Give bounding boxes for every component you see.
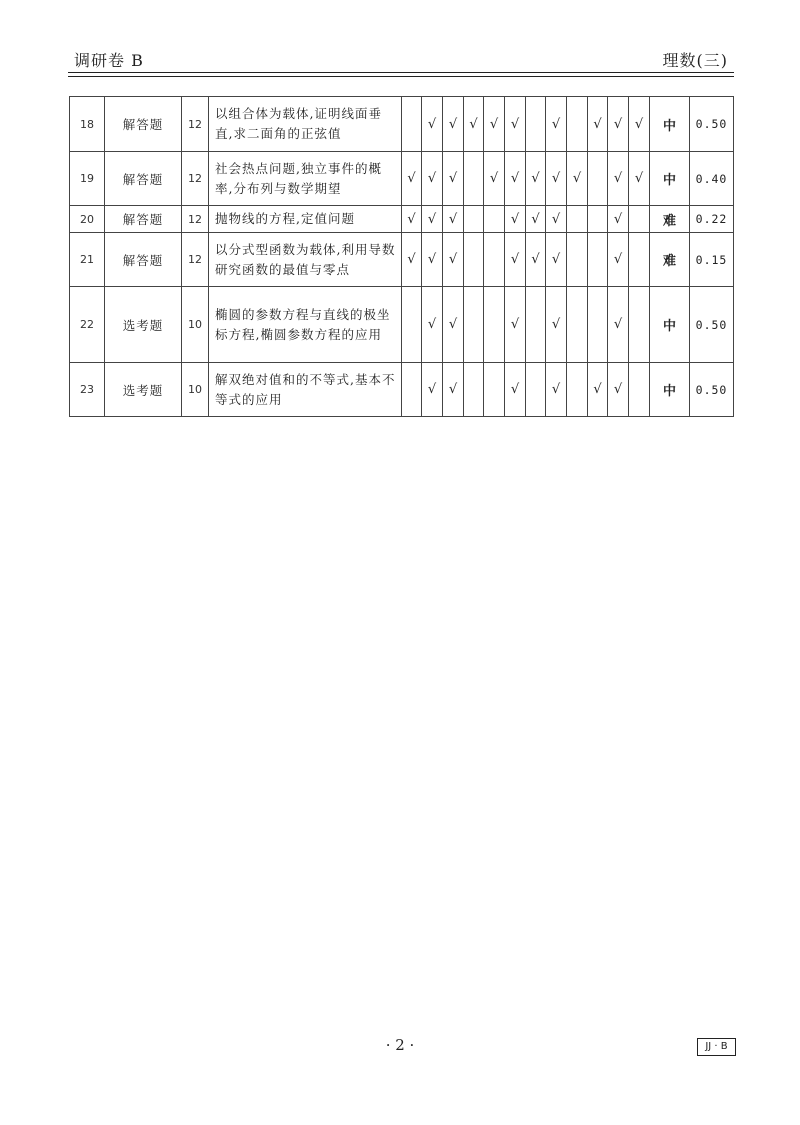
check-mark: √ [505, 206, 526, 233]
question-content: 解双绝对值和的不等式,基本不等式的应用 [209, 363, 402, 417]
question-type: 解答题 [105, 233, 182, 287]
check-mark [629, 363, 650, 417]
score-rate: 0.50 [690, 287, 734, 363]
score-rate: 0.40 [690, 152, 734, 206]
check-mark [588, 287, 608, 363]
check-mark: √ [422, 233, 443, 287]
check-mark: √ [505, 233, 526, 287]
check-mark: √ [422, 363, 443, 417]
check-mark: √ [505, 287, 526, 363]
check-mark [567, 206, 588, 233]
check-mark: √ [546, 233, 567, 287]
table-row [70, 287, 734, 363]
header-right-title: 理数(三) [662, 51, 728, 70]
check-mark [464, 287, 484, 363]
question-number: 23 [70, 363, 105, 417]
check-mark: √ [443, 287, 464, 363]
table-row [70, 152, 734, 206]
check-mark [464, 233, 484, 287]
question-score: 12 [182, 233, 209, 287]
header-rule-thin [68, 76, 734, 77]
difficulty: 中 [650, 97, 690, 152]
check-mark: √ [402, 152, 422, 206]
check-mark [629, 206, 650, 233]
table-row [70, 97, 734, 152]
check-mark: √ [546, 363, 567, 417]
check-mark: √ [608, 233, 629, 287]
header-left-title: 调研卷 B [74, 51, 144, 70]
check-mark: √ [608, 206, 629, 233]
question-content: 社会热点问题,独立事件的概率,分布列与数学期望 [209, 152, 402, 206]
check-mark: √ [608, 97, 629, 152]
question-number: 18 [70, 97, 105, 152]
check-mark [464, 206, 484, 233]
check-mark [629, 233, 650, 287]
check-mark [402, 97, 422, 152]
check-mark [526, 363, 546, 417]
check-mark: √ [422, 206, 443, 233]
check-mark [402, 287, 422, 363]
question-number: 19 [70, 152, 105, 206]
check-mark: √ [546, 152, 567, 206]
check-mark: √ [422, 97, 443, 152]
check-mark [526, 287, 546, 363]
score-rate: 0.50 [690, 97, 734, 152]
check-mark [484, 287, 505, 363]
check-mark [484, 233, 505, 287]
check-mark: √ [422, 152, 443, 206]
analysis-table [69, 96, 734, 417]
paper-code-badge: JJ · B [697, 1038, 736, 1056]
table-row [70, 363, 734, 417]
check-mark: √ [443, 152, 464, 206]
check-mark [526, 97, 546, 152]
question-score: 10 [182, 363, 209, 417]
check-mark: √ [629, 97, 650, 152]
difficulty: 难 [650, 233, 690, 287]
check-mark [567, 233, 588, 287]
check-mark [567, 97, 588, 152]
question-type: 解答题 [105, 206, 182, 233]
check-mark: √ [443, 97, 464, 152]
check-mark: √ [546, 206, 567, 233]
check-mark: √ [484, 97, 505, 152]
table-row [70, 206, 734, 233]
check-mark: √ [422, 287, 443, 363]
check-mark: √ [608, 363, 629, 417]
question-number: 20 [70, 206, 105, 233]
check-mark: √ [526, 206, 546, 233]
difficulty: 中 [650, 363, 690, 417]
check-mark [567, 363, 588, 417]
page-number: · 2 · [385, 1036, 415, 1054]
table-row [70, 233, 734, 287]
check-mark [402, 363, 422, 417]
check-mark: √ [588, 363, 608, 417]
difficulty: 中 [650, 287, 690, 363]
check-mark: √ [526, 152, 546, 206]
check-mark: √ [505, 152, 526, 206]
check-mark [484, 363, 505, 417]
difficulty: 难 [650, 206, 690, 233]
question-type: 解答题 [105, 97, 182, 152]
question-type: 选考题 [105, 363, 182, 417]
question-score: 10 [182, 287, 209, 363]
check-mark: √ [629, 152, 650, 206]
score-rate: 0.22 [690, 206, 734, 233]
check-mark [588, 233, 608, 287]
check-mark: √ [546, 97, 567, 152]
check-mark: √ [402, 206, 422, 233]
check-mark: √ [546, 287, 567, 363]
score-rate: 0.15 [690, 233, 734, 287]
check-mark: √ [567, 152, 588, 206]
check-mark: √ [505, 97, 526, 152]
check-mark: √ [443, 363, 464, 417]
question-score: 12 [182, 206, 209, 233]
check-mark [484, 206, 505, 233]
question-score: 12 [182, 97, 209, 152]
question-number: 22 [70, 287, 105, 363]
check-mark [464, 152, 484, 206]
check-mark: √ [505, 363, 526, 417]
question-score: 12 [182, 152, 209, 206]
question-content: 以组合体为载体,证明线面垂直,求二面角的正弦值 [209, 97, 402, 152]
check-mark: √ [484, 152, 505, 206]
question-content: 抛物线的方程,定值问题 [209, 206, 402, 233]
check-mark: √ [402, 233, 422, 287]
check-mark [464, 363, 484, 417]
check-mark: √ [443, 206, 464, 233]
header-rule-thick [68, 72, 734, 73]
check-mark: √ [588, 97, 608, 152]
check-mark: √ [526, 233, 546, 287]
question-number: 21 [70, 233, 105, 287]
check-mark [588, 206, 608, 233]
check-mark [567, 287, 588, 363]
question-content: 椭圆的参数方程与直线的极坐标方程,椭圆参数方程的应用 [209, 287, 402, 363]
score-rate: 0.50 [690, 363, 734, 417]
check-mark [629, 287, 650, 363]
question-type: 选考题 [105, 287, 182, 363]
difficulty: 中 [650, 152, 690, 206]
check-mark: √ [464, 97, 484, 152]
check-mark [588, 152, 608, 206]
check-mark: √ [608, 152, 629, 206]
question-content: 以分式型函数为载体,利用导数研究函数的最值与零点 [209, 233, 402, 287]
check-mark: √ [443, 233, 464, 287]
question-type: 解答题 [105, 152, 182, 206]
check-mark: √ [608, 287, 629, 363]
